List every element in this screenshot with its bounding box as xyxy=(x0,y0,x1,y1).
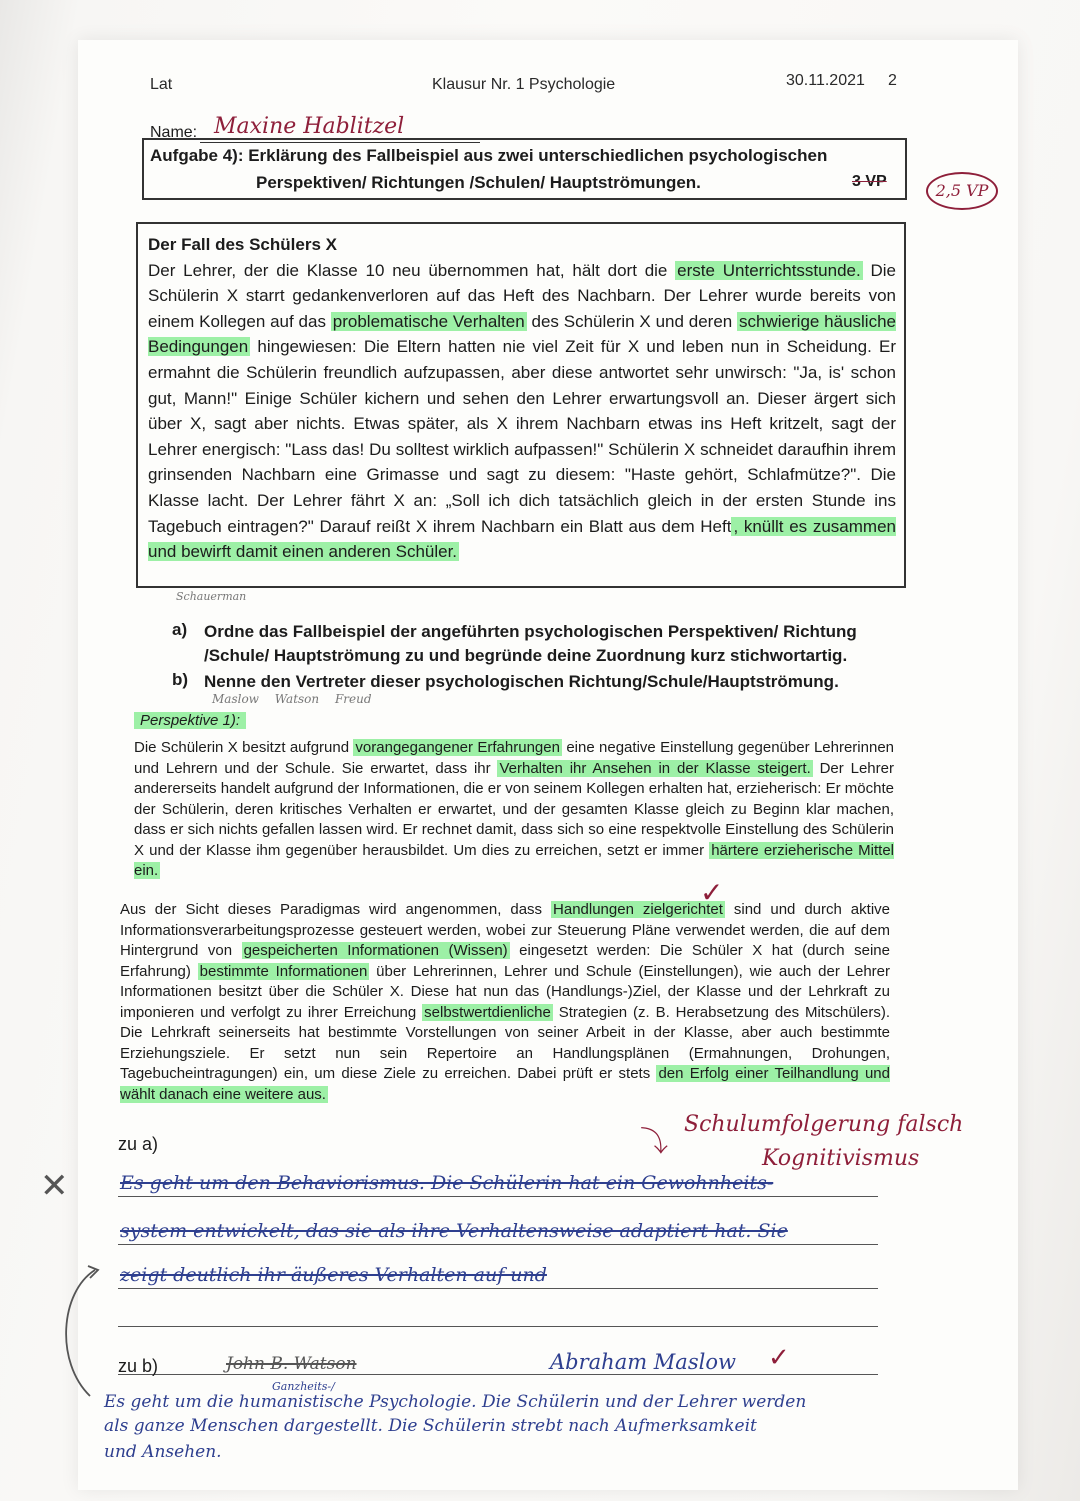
answer-b-name: Abraham Maslow xyxy=(550,1350,736,1374)
question-b-text: Nenne den Vertreter dieser psychologischen Richtung/Schule/Hauptströmung. xyxy=(204,672,839,691)
paragraph-text: Strategien (z. B. Herabsetzung des Mitschülers). Die Lehrkraft seinerseits hat bestimmte Vorstellungen von seiner Arbeit in der Klasse, aber auch bestimmte Erziehungsziele. Er setzt nun sein Repertoire an Handlungsplänen (Ermahnungen, Drohungen, Tagebucheintragungen) ein, um diese Ziele zu erreichen. Dabei prüft er stets xyxy=(120,1003,890,1082)
answer-a-label: zu a) xyxy=(118,1134,159,1154)
perspective-paragraph-1 xyxy=(134,738,894,882)
case-highlight: , knüllt es zusammen und bewirft damit einen anderen Schüler. xyxy=(148,516,896,562)
perspective-paragraph-2 xyxy=(120,900,890,1105)
question-a-label: a) xyxy=(172,620,188,639)
struck-answer-line-2: system entwickelt, das sie als ihre Verhaltensweise adaptiert hat. Sie xyxy=(120,1220,788,1242)
answer-line xyxy=(118,1326,878,1327)
pencil-names: Maslow Watson Freud xyxy=(212,692,372,706)
name-label: Name: xyxy=(150,124,198,141)
paragraph-text: sind und durch aktive Informationsverarbeitungsprozesse gesteuert werden, wobei zur Steuerung Pläne verwendet werden, die auf dem Hintergrund von xyxy=(120,901,890,959)
paragraph-highlight: Verhalten ihr Ansehen in der Klasse steigert. xyxy=(499,759,811,777)
case-text-part: hingewiesen: Die Eltern hatten nie viel Zeit für X und leben nun in Scheidung. Er ermahnt die Schülerin freundlich aufzupassen, aber diese antwortet sehr unwirsch: "Ja, is' schon gut, Mann!" Einige Schüler kichern und sehen den Lehrer erwartungsvoll an. Dieser ärgert sich über X, sagt aber nichts. Etwas später, als X ihrem Nachbarn etwas ins Heft kritzelt, sagt der Lehrer energisch: "Lass das! Du solltest wirklich aufpassen!" Schülerin X schneidet daraufhin ihrem grinsenden Nachbarn eine Grimasse und sagt zu diesem: "Haste gehört, Schlafmütze?". Die Klasse lacht. Der Lehrer fährt X an: „Soll ich dich tatsächlich gleich in der ersten Stunde ins Tagebuch eintragen?" Darauf reißt X ihrem Nachbarn ein Blatt aus dem Heft xyxy=(148,337,896,536)
perspective-label: Perspektive 1): xyxy=(134,712,246,729)
case-text-part: des Schülerin X und deren xyxy=(526,311,738,331)
cross-mark-icon: ✕ xyxy=(40,1167,69,1205)
paragraph-highlight: den Erfolg einer Teilhandlung und wählt danach eine weitere aus. xyxy=(120,1065,890,1103)
case-title: Der Fall des Schülers X xyxy=(148,235,337,254)
paragraph-text: über Lehrerinnen, Lehrer und Schule (Einstellungen), wie auch der Lehrer Informationen besitzt über die Schüler X. Diese hat nun das (Handlungs-)Ziel, der Klasse und der Lehrkraft zu imponieren und verfolgt zu ihrer Erreichung xyxy=(120,962,890,1021)
answer-b-text-3: und Ansehen. xyxy=(104,1442,222,1462)
paragraph-highlight: bestimmte Informationen xyxy=(199,962,368,980)
paragraph-text: eine negative Einstellung gegenüber Lehrerinnen und Lehrern und der Schule. Sie erwartet, dass ihr xyxy=(134,739,895,777)
answer-line xyxy=(118,1244,878,1245)
case-highlight: erste Unterrichtsstunde. xyxy=(677,260,861,280)
task-line-1: Aufgabe 4): Erklärung des Fallbeispiel aus zwei unterschiedlichen psychologischen xyxy=(150,146,828,165)
struck-name: John B. Watson xyxy=(226,1354,357,1374)
inserted-word: Ganzheits-/ xyxy=(272,1380,335,1393)
task-points: 3 VP xyxy=(852,173,887,190)
case-highlight: problematische Verhalten xyxy=(332,311,525,331)
header-date: 30.11.2021 xyxy=(786,72,865,89)
case-text-part: Der Lehrer, der die Klasse 10 neu übernommen hat, hält dort die xyxy=(148,260,676,280)
answer-line xyxy=(118,1374,878,1375)
score-circle: 2,5 VP xyxy=(926,172,998,210)
paragraph-highlight: selbstwertdienliche xyxy=(424,1003,551,1021)
answer-b-text-2: als ganze Menschen dargestellt. Die Schülerin strebt nach Aufmerksamkeit xyxy=(104,1416,757,1436)
case-highlight: schwierige häusliche Bedingungen xyxy=(148,311,896,357)
struck-answer-line-1: Es geht um den Behaviorismus. Die Schülerin hat ein Gewohnheits- xyxy=(120,1172,774,1194)
name-value: Maxine Hablitzel xyxy=(214,114,405,139)
header-title: Klausur Nr. 1 Psychologie xyxy=(432,76,616,93)
case-text xyxy=(148,232,896,565)
header-left: Lat xyxy=(150,76,173,93)
paragraph-text: Der Lehrer andererseits handelt aufgrund der Informationen, die er von seinem Kollegen erhalten hat, erzieherisch: Er möchte der Schülerin, deren kritisches Verhalten er erwartet, und der gesamten Klasse gleich zu Beginn klar machen, dass er sich nichts gefallen lassen wird. Er rechnet damit, dass sich so eine respektvolle Einstellung des Schülerin X und der Klasse ihm gegenüber herausbildet. Um dies zu erreichen, setzt er immer xyxy=(134,759,894,859)
paragraph-highlight: härtere erzieherische Mittel ein. xyxy=(134,841,894,879)
arrow-down-icon: ⤵ xyxy=(640,1126,669,1157)
check-mark-icon: ✓ xyxy=(700,877,724,908)
note-under-box: Schauerman xyxy=(176,590,247,603)
paragraph-highlight: Handlungen zielgerichtet xyxy=(553,901,723,918)
task-line-2: Perspektiven/ Richtungen /Schulen/ Hauptströmungen. xyxy=(256,173,701,192)
paragraph-text: Die Schülerin X besitzt aufgrund xyxy=(134,739,354,756)
question-b-label: b) xyxy=(172,670,189,689)
teacher-comment-1: Schulumfolgerung falsch xyxy=(684,1112,964,1137)
answer-line xyxy=(118,1196,878,1197)
question-a-text: Ordne das Fallbeispiel der angeführten psychologischen Perspektiven/ Richtung /Schule/ Hauptströmung zu und begründe deine Zuordnung kurz stichwortartig. xyxy=(204,622,857,665)
paragraph-highlight: gespeicherten Informationen (Wissen) xyxy=(243,942,508,959)
teacher-comment-2: Kognitivismus xyxy=(762,1146,920,1171)
paragraph-highlight: vorangegangener Erfahrungen xyxy=(355,739,560,756)
paragraph-text: eingesetzt werden: Die Schüler X hat (durch seine Erfahrung) xyxy=(120,942,890,980)
struck-answer-line-3: zeigt deutlich ihr äußeres Verhalten auf und xyxy=(120,1264,547,1286)
header-page-number: 2 xyxy=(888,72,897,89)
paragraph-text: Aus der Sicht dieses Paradigmas wird angenommen, dass xyxy=(120,901,552,918)
case-text-part: Die Schülerin X starrt gedankenverloren auf das Heft des Nachbarn. Der Lehrer wurde bereits von einem Kollegen auf das xyxy=(148,260,896,331)
check-mark-icon: ✓ xyxy=(768,1342,790,1372)
curved-arrow-icon xyxy=(50,1262,110,1402)
answer-line xyxy=(118,1288,878,1289)
answer-b-label: zu b) xyxy=(118,1356,159,1376)
answer-b-text-1: Es geht um die humanistische Psychologie. Die Schülerin und der Lehrer werden xyxy=(104,1392,807,1412)
